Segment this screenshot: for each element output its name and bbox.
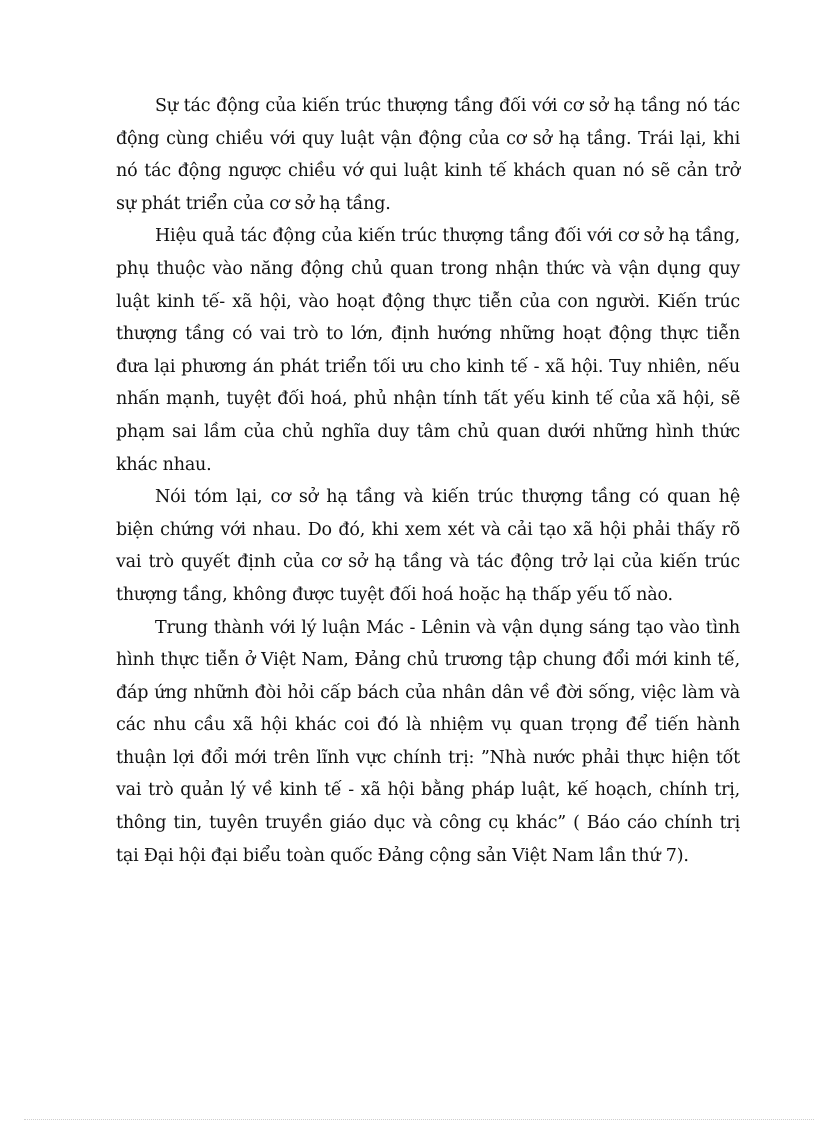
paragraph-effectiveness: Hiệu quả tác động của kiến trúc thượng tầng đối với cơ sở hạ tầng, phụ thuộc vào năng động chủ quan trong nhận thức và vận dụng quy luật kinh tế- xã hội, vào hoạt động thực tiễn của con người. Kiến trúc thượng tầng có vai trò to lớn, định hướng những hoạt động thực tiễn đưa lại phương án phát triển tối ưu cho kinh tế - xã hội. Tuy nhiên, nếu nhấn mạnh, tuyệt đối hoá, phủ nhận tính tất yếu kinh tế của xã hội, sẽ phạm sai lầm của chủ nghĩa duy tâm chủ quan dưới những hình thức khác nhau. (116, 226, 740, 475)
document-body (116, 90, 740, 872)
paragraph-summary: Nói tóm lại, cơ sở hạ tầng và kiến trúc thượng tầng có quan hệ biện chứng với nhau. Do đó, khi xem xét và cải tạo xã hội phải thấy rõ vai trò quyết định của cơ sở hạ tầng và tác động trở lại của kiến trúc thượng tầng, không được tuyệt đối hoá hoặc hạ thấp yếu tố nào. (116, 487, 740, 605)
paragraph-superstructure-effect: Sự tác động của kiến trúc thượng tầng đối với cơ sở hạ tầng nó tác động cùng chiều với quy luật vận động của cơ sở hạ tầng. Trái lại, khi nó tác động ngược chiều vớ qui luật kinh tế khách quan nó sẽ cản trở sự phát triển của cơ sở hạ tầng. (116, 96, 740, 214)
page-bottom-divider (24, 1119, 814, 1120)
paragraph-party-policy: Trung thành với lý luận Mác - Lênin và vận dụng sáng tạo vào tình hình thực tiễn ở Việt Nam, Đảng chủ trương tập chung đổi mới kinh tế, đáp ứng nhữnh đòi hỏi cấp bách của nhân dân về đời sống, việc làm và các nhu cầu xã hội khác coi đó là nhiệm vụ quan trọng để tiến hành thuận lợi đổi mới trên lĩnh vực chính trị: ”Nhà nước phải thực hiện tốt vai trò quản lý về kinh tế - xã hội bằng pháp luật, kế hoạch, chính trị, thông tin, tuyên truyền giáo dục và công cụ khác” ( Báo cáo chính trị tại Đại hội đại biểu toàn quốc Đảng cộng sản Việt Nam lần thứ 7). (116, 617, 740, 866)
